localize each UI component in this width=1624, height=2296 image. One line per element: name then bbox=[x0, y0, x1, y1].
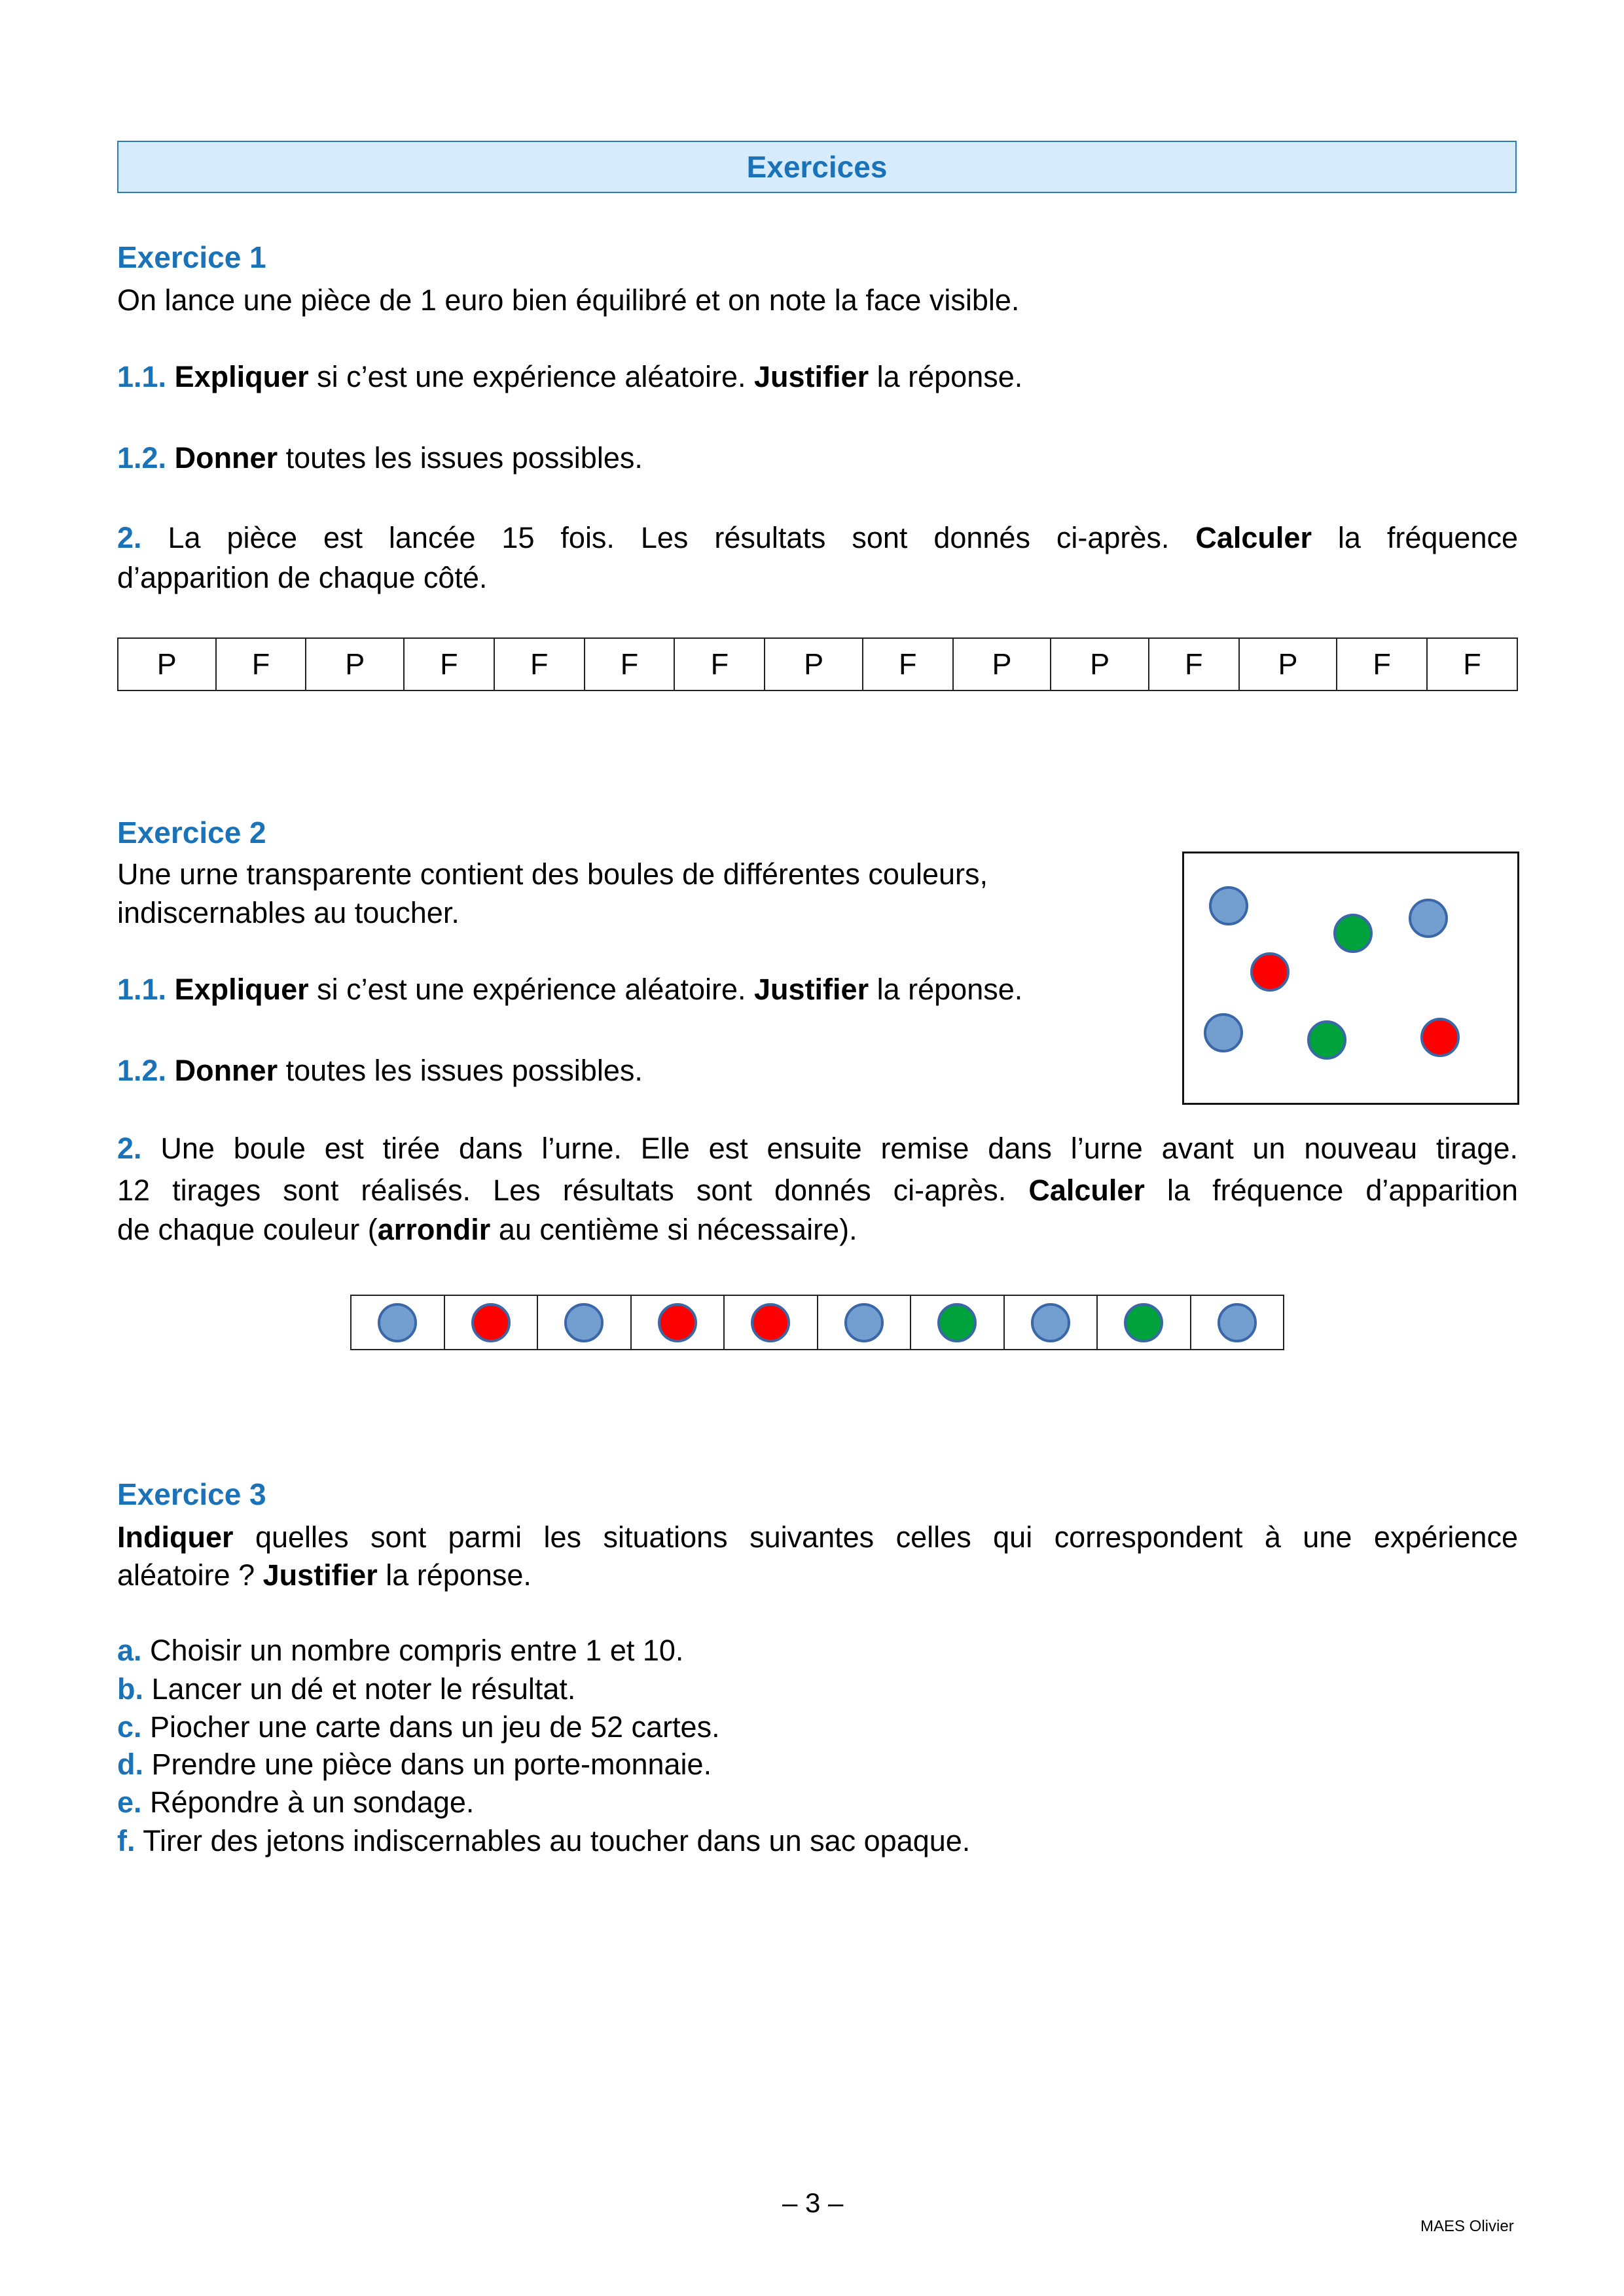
result-cell: F bbox=[494, 638, 585, 691]
coin-results-table bbox=[117, 637, 1518, 691]
green-ball-icon bbox=[937, 1303, 977, 1342]
draw-cell bbox=[444, 1295, 538, 1350]
blue-ball-icon bbox=[1209, 886, 1248, 925]
blue-ball-icon bbox=[844, 1303, 884, 1342]
exercise-3-item-a: a. Choisir un nombre compris entre 1 et 10. bbox=[117, 1634, 684, 1667]
exercise-3-item-e: e. Répondre à un sondage. bbox=[117, 1785, 475, 1819]
result-cell: F bbox=[1149, 638, 1239, 691]
draw-cell bbox=[1191, 1295, 1284, 1350]
author: MAES Olivier bbox=[1420, 2217, 1514, 2235]
blue-ball-icon bbox=[564, 1303, 604, 1342]
result-cell: P bbox=[765, 638, 863, 691]
exercise-2-q12: 1.2. Donner toutes les issues possibles. bbox=[117, 1054, 643, 1087]
blue-ball-icon bbox=[1218, 1303, 1257, 1342]
result-cell: P bbox=[1051, 638, 1149, 691]
red-ball-icon bbox=[751, 1303, 790, 1342]
exercise-2-intro-line1: Une urne transparente contient des boules de différentes couleurs, bbox=[117, 857, 988, 891]
exercise-2-q2-line3: de chaque couleur (arrondir au centième si nécessaire). bbox=[117, 1213, 857, 1246]
table-row bbox=[118, 638, 1517, 691]
draw-cell bbox=[1097, 1295, 1191, 1350]
exercise-2-intro-line2: indiscernables au toucher. bbox=[117, 896, 460, 929]
exercise-1-title: Exercice 1 bbox=[117, 240, 266, 274]
result-cell: F bbox=[1427, 638, 1517, 691]
exercise-3-item-f: f. Tirer des jetons indiscernables au toucher dans un sac opaque. bbox=[117, 1824, 971, 1857]
draw-results-table bbox=[350, 1295, 1284, 1350]
green-ball-icon bbox=[1333, 914, 1373, 953]
exercise-2-q2-line1: 2. Une boule est tirée dans l’urne. Elle est ensuite remise dans l’urne avant un nouveau tirage. bbox=[117, 1132, 1518, 1165]
green-ball-icon bbox=[1124, 1303, 1163, 1342]
draw-cell bbox=[1004, 1295, 1098, 1350]
result-cell: P bbox=[306, 638, 404, 691]
page-number: – 3 – bbox=[782, 2187, 844, 2218]
draw-cell bbox=[537, 1295, 631, 1350]
draw-cell bbox=[818, 1295, 911, 1350]
exercise-2-title: Exercice 2 bbox=[117, 816, 266, 850]
draw-cell bbox=[911, 1295, 1004, 1350]
result-cell: P bbox=[1239, 638, 1337, 691]
exercise-1-intro: On lance une pièce de 1 euro bien équilibré et on note la face visible. bbox=[117, 283, 1020, 317]
exercise-1-q12: 1.2. Donner toutes les issues possibles. bbox=[117, 441, 643, 475]
table-row bbox=[351, 1295, 1284, 1350]
result-cell: P bbox=[118, 638, 216, 691]
exercise-3-item-c: c. Piocher une carte dans un jeu de 52 cartes. bbox=[117, 1710, 720, 1744]
exercise-1-q2-line1: 2. La pièce est lancée 15 fois. Les résultats sont donnés ci-après. Calculer la fréquence bbox=[117, 521, 1518, 554]
draw-cell bbox=[351, 1295, 444, 1350]
red-ball-icon bbox=[471, 1303, 511, 1342]
red-ball-icon bbox=[1420, 1018, 1460, 1057]
draw-cell bbox=[724, 1295, 818, 1350]
exercise-3-intro-line1: Indiquer quelles sont parmi les situations suivantes celles qui correspondent à une expérience bbox=[117, 1520, 1518, 1554]
urn-illustration bbox=[1182, 852, 1519, 1105]
exercise-2-q2-line2: 12 tirages sont réalisés. Les résultats sont donnés ci-après. Calculer la fréquence d’apparition bbox=[117, 1174, 1519, 1207]
result-cell: F bbox=[585, 638, 675, 691]
exercise-3-item-b: b. Lancer un dé et noter le résultat. bbox=[117, 1672, 576, 1706]
blue-ball-icon bbox=[1204, 1013, 1243, 1052]
exercise-2-q11: 1.1. Expliquer si c’est une expérience aléatoire. Justifier la réponse. bbox=[117, 973, 1023, 1006]
section-header bbox=[117, 141, 1517, 193]
blue-ball-icon bbox=[1031, 1303, 1070, 1342]
result-cell: F bbox=[1337, 638, 1427, 691]
exercise-1-q11: 1.1. Expliquer si c’est une expérience aléatoire. Justifier la réponse. bbox=[117, 360, 1023, 393]
draw-cell bbox=[631, 1295, 725, 1350]
exercise-3-title: Exercice 3 bbox=[117, 1477, 266, 1511]
red-ball-icon bbox=[658, 1303, 697, 1342]
blue-ball-icon bbox=[1409, 899, 1448, 938]
exercise-1-q2-line2: d’apparition de chaque côté. bbox=[117, 561, 488, 594]
result-cell: F bbox=[863, 638, 953, 691]
green-ball-icon bbox=[1307, 1020, 1346, 1060]
result-cell: P bbox=[953, 638, 1051, 691]
result-cell: F bbox=[674, 638, 765, 691]
red-ball-icon bbox=[1250, 952, 1290, 992]
result-cell: F bbox=[216, 638, 306, 691]
blue-ball-icon bbox=[378, 1303, 417, 1342]
section-title: Exercices bbox=[746, 150, 888, 184]
exercise-3-intro-line2: aléatoire ? Justifier la réponse. bbox=[117, 1558, 532, 1592]
exercise-3-item-d: d. Prendre une pièce dans un porte-monnaie. bbox=[117, 1748, 712, 1781]
result-cell: F bbox=[404, 638, 494, 691]
